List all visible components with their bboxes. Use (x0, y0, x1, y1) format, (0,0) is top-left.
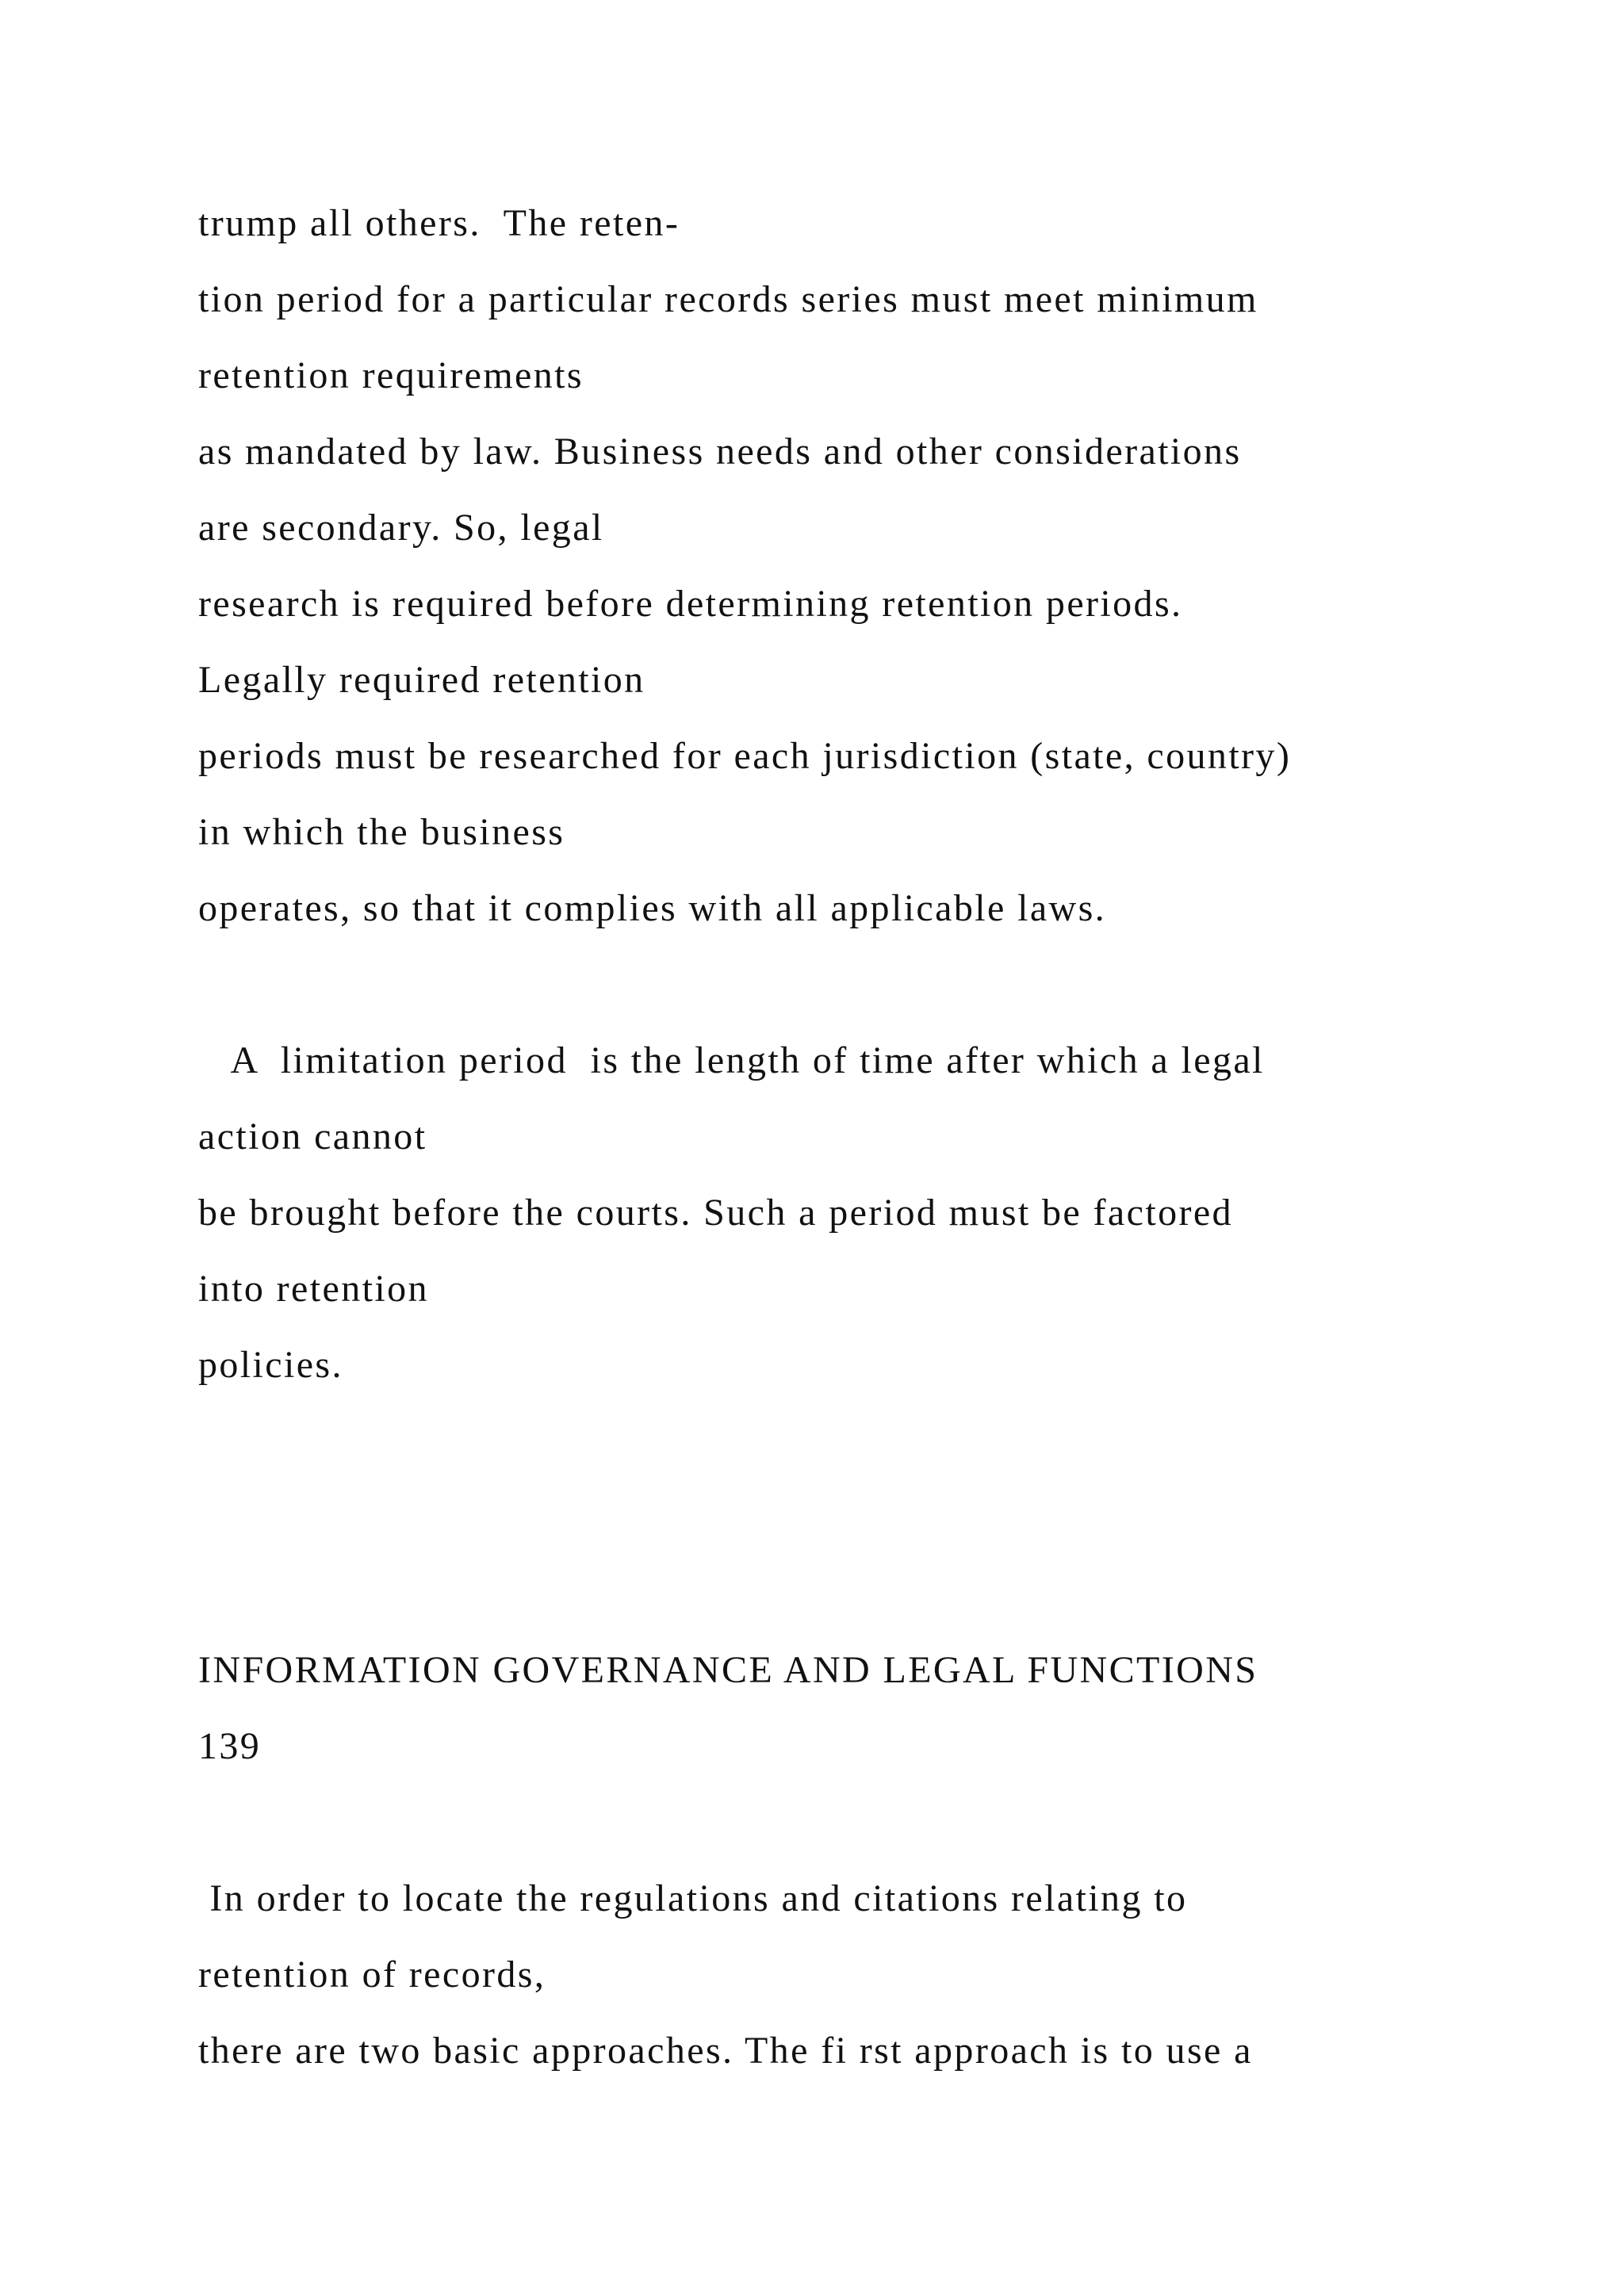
text-line: operates, so that it complies with all applicable laws. (198, 887, 1107, 929)
text-line: retention of records, (198, 1954, 546, 1996)
text-line: in which the business (198, 811, 565, 853)
text-line: retention requirements (198, 354, 584, 396)
text-line: into retention (198, 1268, 429, 1310)
text-line: tion period for a particular records series must meet minimum (198, 278, 1258, 320)
text-line: research is required before determining retention periods. (198, 583, 1183, 625)
text-line: policies. (198, 1344, 343, 1386)
text-line: A limitation period is the length of time after which a legal (198, 1039, 1265, 1081)
text-line: trump all others. The reten- (198, 202, 680, 244)
text-line: be brought before the courts. Such a period must be factored (198, 1192, 1233, 1234)
text-line: there are two basic approaches. The fi rst approach is to use a (198, 2030, 1253, 2072)
page-number: 139 (198, 1725, 262, 1767)
running-header: INFORMATION GOVERNANCE AND LEGAL FUNCTIONS (198, 1649, 1258, 1691)
text-line: Legally required retention (198, 659, 645, 701)
text-line: In order to locate the regulations and citations relating to (198, 1877, 1188, 1919)
text-line: action cannot (198, 1115, 427, 1158)
text-line: are secondary. So, legal (198, 507, 604, 549)
text-line: periods must be researched for each jurisdiction (state, country) (198, 735, 1292, 777)
text-line: as mandated by law. Business needs and other considerations (198, 430, 1242, 473)
